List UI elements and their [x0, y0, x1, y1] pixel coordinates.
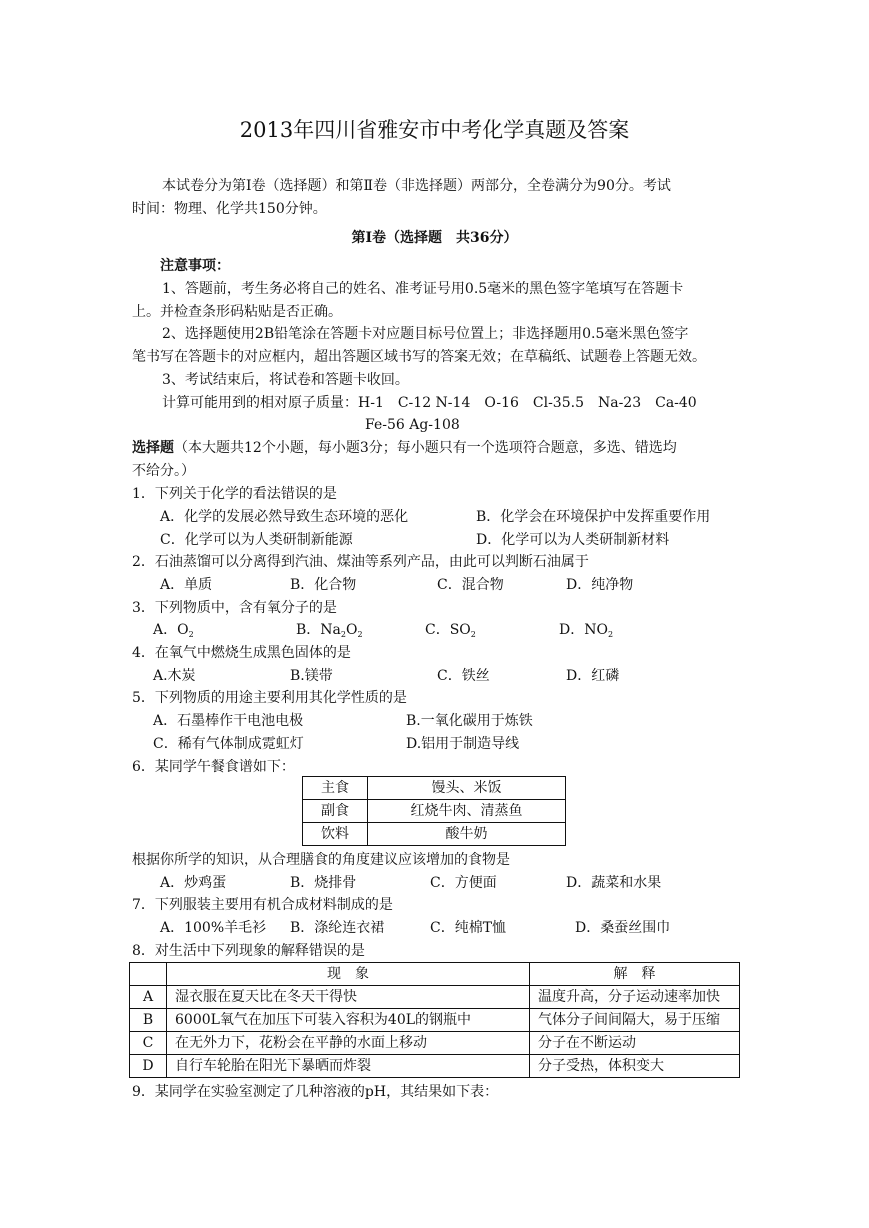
menu-items: 馒头、米饭 — [368, 777, 566, 800]
q6-stem: 6．某同学午餐食谱如下： — [132, 759, 295, 775]
q7-option-b: B．涤纶连衣裙 — [290, 920, 385, 936]
q2-option-b: B．化合物 — [290, 577, 357, 593]
table-row — [130, 1055, 740, 1078]
note-3: 3、考试结束后，将试卷和答题卡收回。 — [162, 372, 409, 388]
option-cell: D — [130, 1055, 167, 1078]
q1-option-d: D．化学可以为人类研制新材料 — [476, 532, 670, 548]
menu-category: 饮料 — [303, 823, 368, 846]
table-row — [130, 1009, 740, 1032]
phenomenon-cell: 自行车轮胎在阳光下暴晒而炸裂 — [167, 1055, 530, 1078]
option-cell: A — [130, 986, 167, 1009]
q3-option-c — [425, 620, 476, 645]
q2-stem: 2．石油蒸馏可以分离得到汽油、煤油等系列产品，由此可以判断石油属于 — [132, 554, 589, 570]
q3-c-subscript: 2 — [470, 630, 476, 639]
q6-followup: 根据你所学的知识，从合理膳食的角度建议应该增加的食物是 — [132, 852, 510, 868]
section-desc-2: 不给分。） — [132, 463, 195, 479]
intro-line-2: 时间：物理、化学共150分钟。 — [132, 201, 327, 217]
q3-c-formula: C．SO — [425, 622, 471, 638]
option-cell: B — [130, 1009, 167, 1032]
table-row — [303, 777, 566, 800]
q3-d-formula: D．NO — [559, 622, 608, 638]
table-row — [303, 823, 566, 846]
q2-option-a: A．单质 — [160, 577, 213, 593]
note-1a: 1、答题前，考生务必将自己的姓名、准考证号用0.5毫米的黑色签字笔填写在答题卡 — [162, 281, 684, 297]
q3-a-formula: A．O — [153, 622, 189, 638]
q6-option-c: C．方便面 — [430, 875, 497, 891]
q4-stem: 4．在氧气中燃烧生成黑色固体的是 — [132, 645, 351, 661]
q3-option-b — [296, 620, 363, 645]
note-2a: 2、选择题使用2B铅笔涂在答题卡对应题目标号位置上；非选择题用0.5毫米黑色签字 — [162, 326, 689, 342]
header-phenomenon: 现 象 — [167, 963, 530, 986]
q3-b-subscript-1: 2 — [340, 630, 346, 639]
q1-option-b: B．化学会在环境保护中发挥重要作用 — [476, 509, 711, 525]
table-row — [130, 1032, 740, 1055]
q3-option-a — [153, 620, 194, 645]
q9-stem: 9．某同学在实验室测定了几种溶液的pH，其结果如下表： — [132, 1084, 499, 1100]
menu-items: 酸牛奶 — [368, 823, 566, 846]
section-label: 选择题 — [132, 440, 174, 456]
menu-category: 主食 — [303, 777, 368, 800]
q3-option-d — [559, 620, 613, 645]
menu-category: 副食 — [303, 800, 368, 823]
q4-option-d: D．红磷 — [566, 668, 620, 684]
q2-option-d: D．纯净物 — [566, 577, 634, 593]
q8-stem: 8．对生活中下列现象的解释错误的是 — [132, 943, 365, 959]
q3-b-subscript-2: 2 — [357, 630, 363, 639]
q5-option-a: A．石墨棒作干电池电极 — [153, 713, 304, 729]
atomic-mass-line-2: Fe-56 Ag-108 — [365, 417, 460, 433]
q1-option-c: C．化学可以为人类研制新能源 — [160, 532, 353, 548]
q3-b-formula: B．Na — [296, 622, 341, 638]
q8-table — [129, 962, 740, 1078]
part1-heading: 第Ⅰ卷（选择题 共36分） — [351, 230, 518, 246]
atomic-mass-line-1: 计算可能用到的相对原子质量：H-1 C-12 N-14 O-16 Cl-35.5 Na-23 Ca-40 — [162, 395, 697, 411]
phenomenon-cell: 6000L氧气在加压下可装入容积为40L的钢瓶中 — [167, 1009, 530, 1032]
table-row — [303, 800, 566, 823]
q7-option-c: C．纯棉T恤 — [430, 920, 507, 936]
menu-items: 红烧牛肉、清蒸鱼 — [368, 800, 566, 823]
q5-option-d: D.铝用于制造导线 — [406, 736, 520, 752]
q6-option-a: A．炒鸡蛋 — [160, 875, 227, 891]
q6-option-d: D．蔬菜和水果 — [566, 875, 662, 891]
header-explanation: 解 释 — [530, 963, 740, 986]
q6-menu-table — [302, 776, 566, 846]
explanation-cell: 气体分子间间隔大，易于压缩 — [530, 1009, 740, 1032]
q3-d-subscript: 2 — [607, 630, 614, 639]
q7-option-d: D．桑蚕丝围巾 — [575, 920, 671, 936]
explanation-cell: 温度升高，分子运动速率加快 — [530, 986, 740, 1009]
section-intro — [132, 438, 677, 458]
q7-option-a: A．100%羊毛衫 — [160, 920, 267, 936]
q4-option-a: A.木炭 — [153, 668, 196, 684]
table-header-row — [130, 963, 740, 986]
q5-option-b: B.一氧化碳用于炼铁 — [406, 713, 533, 729]
q3-a-subscript: 2 — [188, 630, 194, 639]
header-blank — [130, 963, 167, 986]
q4-option-c: C．铁丝 — [437, 668, 490, 684]
page-title: 2013年四川省雅安市中考化学真题及答案 — [239, 118, 630, 142]
option-cell: C — [130, 1032, 167, 1055]
note-1b: 上。并检查条形码粘贴是否正确。 — [132, 304, 342, 320]
intro-line-1: 本试卷分为第Ⅰ卷（选择题）和第Ⅱ卷（非选择题）两部分，全卷满分为90分。考试 — [162, 178, 671, 194]
phenomenon-cell: 湿衣服在夏天比在冬天干得快 — [167, 986, 530, 1009]
explanation-cell: 分子在不断运动 — [530, 1032, 740, 1055]
q4-option-b: B.镁带 — [290, 668, 333, 684]
q1-option-a: A．化学的发展必然导致生态环境的恶化 — [160, 509, 409, 525]
explanation-cell: 分子受热，体积变大 — [530, 1055, 740, 1078]
q3-b-formula-2: O — [345, 622, 358, 638]
q6-option-b: B．烧排骨 — [290, 875, 357, 891]
table-row — [130, 986, 740, 1009]
q3-stem: 3．下列物质中，含有氧分子的是 — [132, 600, 337, 616]
phenomenon-cell: 在无外力下，花粉会在平静的水面上移动 — [167, 1032, 530, 1055]
q5-stem: 5．下列物质的用途主要利用其化学性质的是 — [132, 690, 407, 706]
section-desc: （本大题共12个小题，每小题3分；每小题只有一个选项符合题意，多选、错选均 — [174, 440, 677, 456]
q2-option-c: C．混合物 — [437, 577, 504, 593]
q1-stem: 1．下列关于化学的看法错误的是 — [132, 486, 337, 502]
notes-heading: 注意事项： — [160, 258, 230, 274]
note-2b: 笔书写在答题卡的对应框内，超出答题区域书写的答案无效；在草稿纸、试题卷上答题无效。 — [132, 349, 706, 365]
q5-option-c: C．稀有气体制成霓虹灯 — [153, 736, 304, 752]
q7-stem: 7．下列服装主要用有机合成材料制成的是 — [132, 897, 393, 913]
